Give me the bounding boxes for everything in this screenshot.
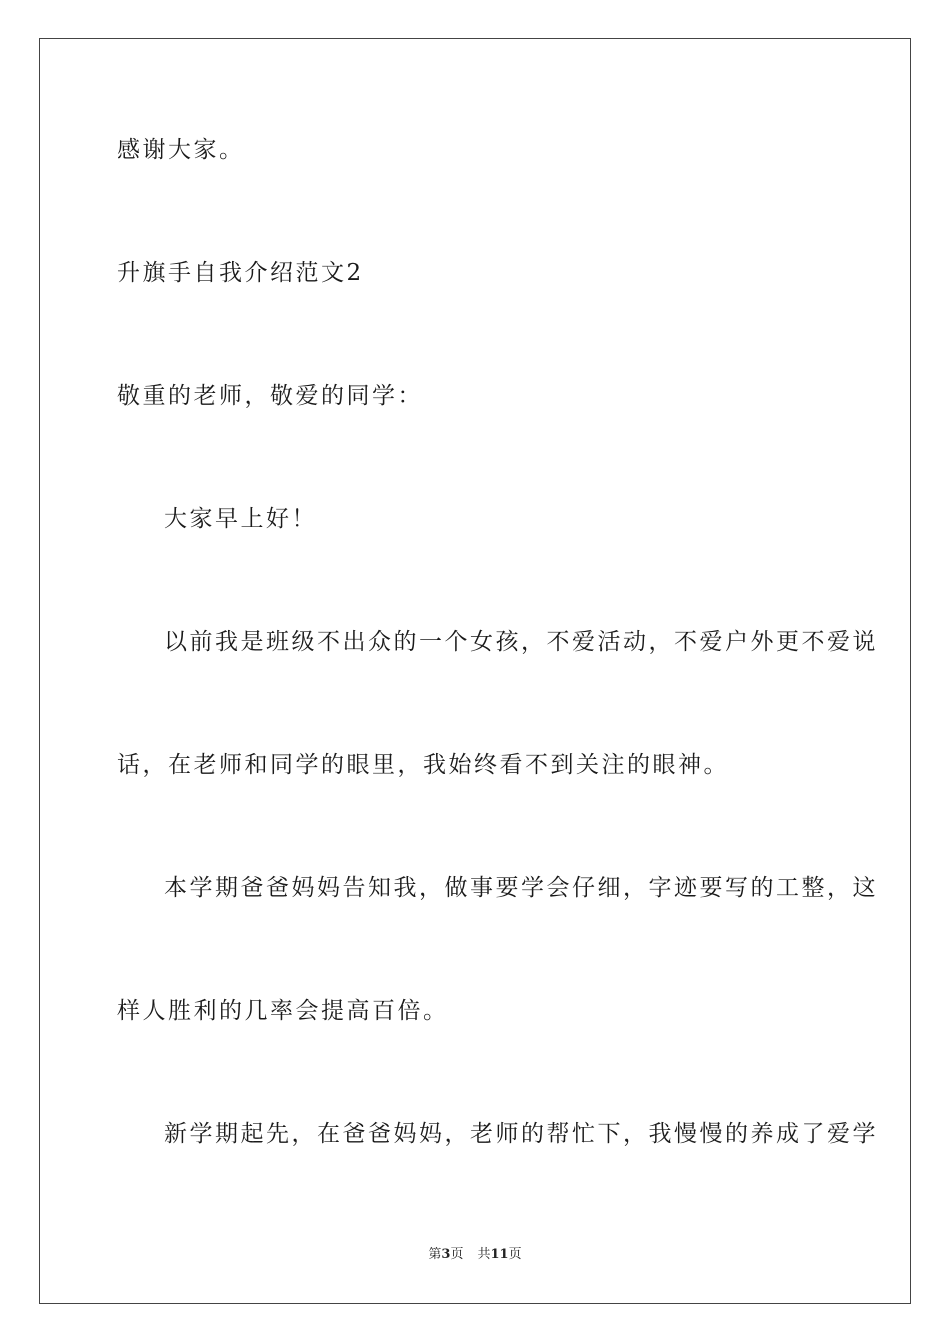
greeting: 大家早上好！: [164, 506, 317, 532]
page-border: [39, 38, 911, 1304]
paragraph-2-line-1: 本学期爸爸妈妈告知我，做事要学会仔细，字迹要写的工整，这: [164, 875, 878, 901]
paragraph-3-line-1: 新学期起先，在爸爸妈妈，老师的帮忙下，我慢慢的养成了爱学: [164, 1121, 878, 1147]
total-suffix: 页: [508, 1247, 522, 1262]
salutation: 敬重的老师，敬爱的同学：: [117, 383, 423, 409]
total-prefix: 共: [477, 1247, 491, 1262]
page-number: 3: [441, 1247, 451, 1262]
total-pages: 11: [490, 1247, 509, 1262]
page-suffix: 页: [450, 1247, 464, 1262]
closing-line: 感谢大家。: [117, 137, 245, 163]
paragraph-2-line-2: 样人胜利的几率会提高百倍。: [117, 998, 449, 1024]
paragraph-1-line-2: 话，在老师和同学的眼里，我始终看不到关注的眼神。: [117, 752, 729, 778]
paragraph-1-line-1: 以前我是班级不出众的一个女孩，不爱活动，不爱户外更不爱说: [164, 629, 878, 655]
section-title: 升旗手自我介绍范文2: [117, 260, 364, 286]
page-prefix: 第: [428, 1247, 442, 1262]
page-footer: [0, 1246, 950, 1264]
